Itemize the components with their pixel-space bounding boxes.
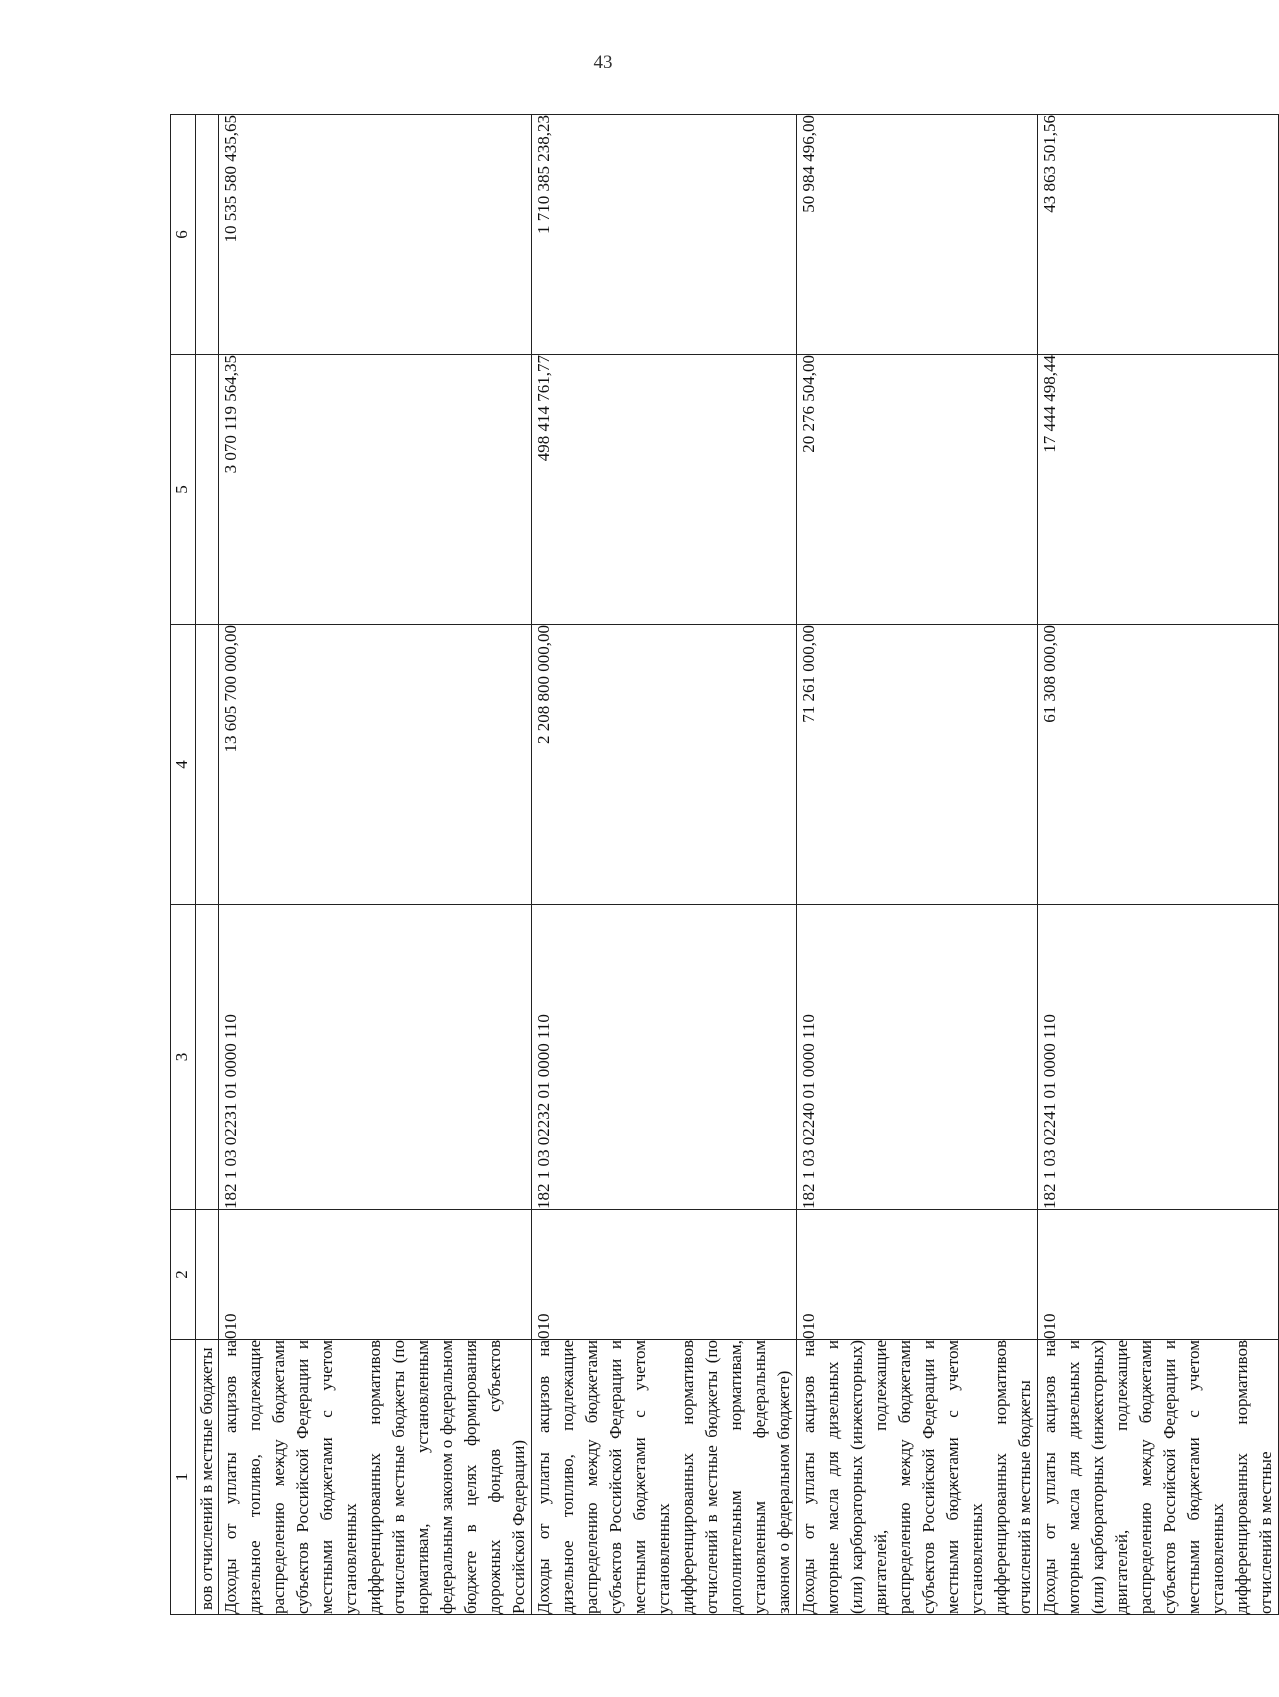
row-value-col6: 1 710 385 238,23 (532, 115, 797, 355)
row-value-col5: 498 414 761,77 (532, 355, 797, 625)
row-description: Доходы от уплаты акцизов на дизельное топливо, подлежащие распределению между бюджетами субъектов Российской Федерации и местными бюджетами с учетом установленных дифференцированных нормативов отчислений в местные бюджеты (по нормативам, установленным федеральным законом о федеральном бюджете в целях формирования дорожных фондов субъектов Российской Федерации) (219, 1340, 532, 1615)
row-description: Доходы от уплаты акцизов на моторные масла для дизельных и (или) карбюраторных (инжекторных) двигателей, подлежащие распределению между бюджетами субъектов Российской Федерации и местными бюджетами с учетом установленных дифференцированных нормативов отчислений в местные (1038, 1340, 1279, 1615)
row-value-col5: 3 070 119 564,35 (219, 355, 532, 625)
row-value-col4: 61 308 000,00 (1038, 625, 1279, 905)
row-code: 182 1 03 02240 01 0000 110 (797, 905, 1038, 1210)
header-col-6: 6 (171, 115, 196, 355)
header-col-3: 3 (171, 905, 196, 1210)
table-row (1038, 115, 1279, 1615)
row-value-col5: 20 276 504,00 (797, 355, 1038, 625)
continuation-row (196, 115, 219, 1615)
header-col-1: 1 (171, 1340, 196, 1615)
row-code: 182 1 03 02232 01 0000 110 (532, 905, 797, 1210)
row-value-col4: 71 261 000,00 (797, 625, 1038, 905)
row-sub-code: 010 (1038, 1210, 1279, 1340)
row-code: 182 1 03 02241 01 0000 110 (1038, 905, 1279, 1210)
table-row (797, 115, 1038, 1615)
continuation-text: вов отчислений в местные бюджеты (196, 1340, 219, 1615)
row-value-col6: 10 535 580 435,65 (219, 115, 532, 355)
header-col-5: 5 (171, 355, 196, 625)
row-description: Доходы от уплаты акцизов на дизельное топливо, подлежащие распределению между бюджетами субъектов Российской Федерации и местными бюджетами с учетом установленных дифференцированных нормативов отчислений в местные бюджеты (по дополнительным нормативам, установленным федеральным законом о федеральном бюджете) (532, 1340, 797, 1615)
row-description: Доходы от уплаты акцизов на моторные масла для дизельных и (или) карбюраторных (инжекторных) двигателей, подлежащие распределению между бюджетами субъектов Российской Федерации и местными бюджетами с учетом установленных дифференцированных нормативов отчислений в местные бюджеты (797, 1340, 1038, 1615)
row-value-col4: 13 605 700 000,00 (219, 625, 532, 905)
row-value-col6: 43 863 501,56 (1038, 115, 1279, 355)
header-col-2: 2 (171, 1210, 196, 1340)
row-value-col5: 17 444 498,44 (1038, 355, 1279, 625)
row-value-col4: 2 208 800 000,00 (532, 625, 797, 905)
row-sub-code: 010 (797, 1210, 1038, 1340)
table-row (532, 115, 797, 1615)
rotated-table-container (170, 115, 1275, 1615)
header-col-4: 4 (171, 625, 196, 905)
row-sub-code: 010 (532, 1210, 797, 1340)
table-row (219, 115, 532, 1615)
table-header-row (171, 115, 196, 1615)
row-value-col6: 50 984 496,00 (797, 115, 1038, 355)
page-number: 43 (593, 52, 613, 73)
row-sub-code: 010 (219, 1210, 532, 1340)
budget-revenue-table (170, 114, 1279, 1615)
row-code: 182 1 03 02231 01 0000 110 (219, 905, 532, 1210)
